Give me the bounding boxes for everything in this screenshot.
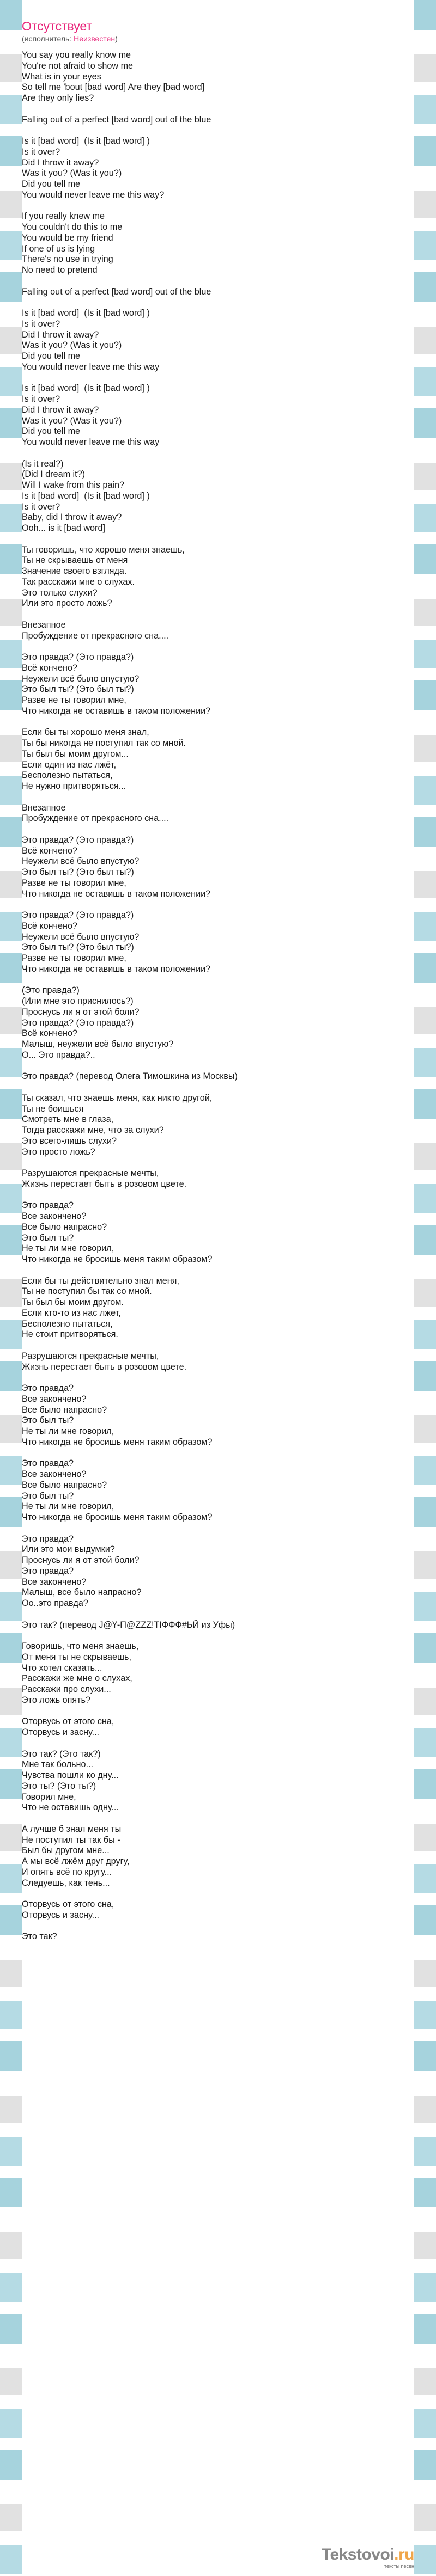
right-decorative-stripe [414, 0, 436, 2576]
logo-tagline: тексты песен [384, 2563, 414, 2569]
left-decorative-stripe [0, 0, 22, 2576]
logo-name: Tekstovoi [321, 2546, 395, 2563]
site-logo[interactable] [322, 2547, 414, 2569]
lyrics-page [22, 0, 414, 2576]
artist-link[interactable]: Неизвестен [74, 34, 116, 43]
song-title: Отсутствует [22, 19, 92, 33]
artist-line [22, 34, 414, 44]
artist-suffix: ) [115, 34, 118, 43]
lyrics-text: You say you really know me You're not afraid to show me What is in your eyes So tell me 'bout [bad word] Are they [bad word] Are they only lies? Falling out of a perfect [bad word] out of the blue Is it [bad word] (Is it [bad word] ) Is it over? Did I throw it away? Was it you? (Was it you?) Did you tell me You would never leave me this way? If you really knew me You couldn't do this to me You would be my friend If one of us is lying There's no use in trying No need to pretend Falling out of a perfect [bad word] out of the blue Is it [bad word] (Is it [bad word] ) Is it over? Did I throw it away? Was it you? (Was it you?) Did you tell me You would never leave me this way Is it [bad word] (Is it [bad word] ) Is it over? Did I throw it away? Was it you? (Was it you?) Did you tell me You would never leave me this way (Is it real?) (Did I dream it?) Will I wake from this pain? Is it [bad word] (Is it [bad word] ) Is it over? Baby, did I throw it away? Ooh... is it [bad word] Ты говоришь, что хорошо меня знаешь, Ты не скрываешь от меня Значение своего взгляда. Так расскажи мне о слухах. Это только слухи? Или это просто ложь? Внезапное Пробуждение от прекрасного сна.... Это правда? (Это правда?) Всё кончено? Неужели всё было впустую? Это был ты? (Это был ты?) Разве не ты говорил мне, Что никогда не оставишь в таком положении? Если бы ты хорошо меня знал, Ты бы никогда не поступил так со мной. Ты был бы моим другом... Если один из нас лжёт, Бесполезно пытаться, Не нужно притворяться... Внезапное Пробуждение от прекрасного сна.... Это правда? (Это правда?) Всё кончено? Неужели всё было впустую? Это был ты? (Это был ты?) Разве не ты говорил мне, Что никогда не оставишь в таком положении? Это правда? (Это правда?) Всё кончено? Неужели всё было впустую? Это был ты? (Это был ты?) Разве не ты говорил мне, Что никогда не оставишь в таком положении? (Это правда?) (Или мне это приснилось?) Проснусь ли я от этой боли? Это правда? (Это правда?) Всё кончено? Малыш, неужели всё было впустую? О... Это правда?.. Это правда? (перевод Олега Тимошкина из Москвы) Ты сказал, что знаешь меня, как никто другой, Ты не боишься Смотреть мне в глаза, Тогда расскажи мне, что за слухи? Это всего-лишь слухи? Это просто ложь? Разрушаются прекрасные мечты, Жизнь перестает быть в розовом цвете. Это правда? Все закончено? Все было напрасно? Это был ты? Не ты ли мне говорил, Что никогда не бросишь меня таким образом? Если бы ты действительно знал меня, Ты не поступил бы так со мной. Ты был бы моим другом. Если кто-то из нас лжет, Бесполезно пытаться, Не стоит притворяться. Разрушаются прекрасные мечты, Жизнь перестает быть в розовом цвете. Это правда? Все закончено? Все было напрасно? Это был ты? Не ты ли мне говорил, Что никогда не бросишь меня таким образом? Это правда? Все закончено? Все было напрасно? Это был ты? Не ты ли мне говорил, Что никогда не бросишь меня таким образом? Это правда? Или это мои выдумки? Проснусь ли я от этой боли? Это правда? Все закончено? Малыш, все было напрасно? Оо..это правда? Это так? (перевод Ј@Ү-П@ZZZ!TIФФФ#ЬЙ из Уфы) Говоришь, что меня знаешь, От меня ты не скрываешь, Что хотел сказать... Расскажи же мне о слухах, Расскажи про слухи... Это ложь опять? Оторвусь от этого сна, Оторвусь и засну... Это так? (Это так?) Мне так больно... Чувства пошли ко дну... Это ты? (Это ты?) Говорил мне, Что не оставишь одну... А лучше б знал меня ты Не поступил ты так бы - Был бы другом мне... А мы всё лжём друг другу, И опять всё по кругу... Следуешь, как тень... Оторвусь от этого сна, Оторвусь и засну... Это так? [22, 50, 238, 1942]
site-logo-text [322, 2547, 414, 2563]
artist-prefix: (исполнитель: [22, 34, 74, 43]
logo-domain: .ru [394, 2546, 414, 2563]
